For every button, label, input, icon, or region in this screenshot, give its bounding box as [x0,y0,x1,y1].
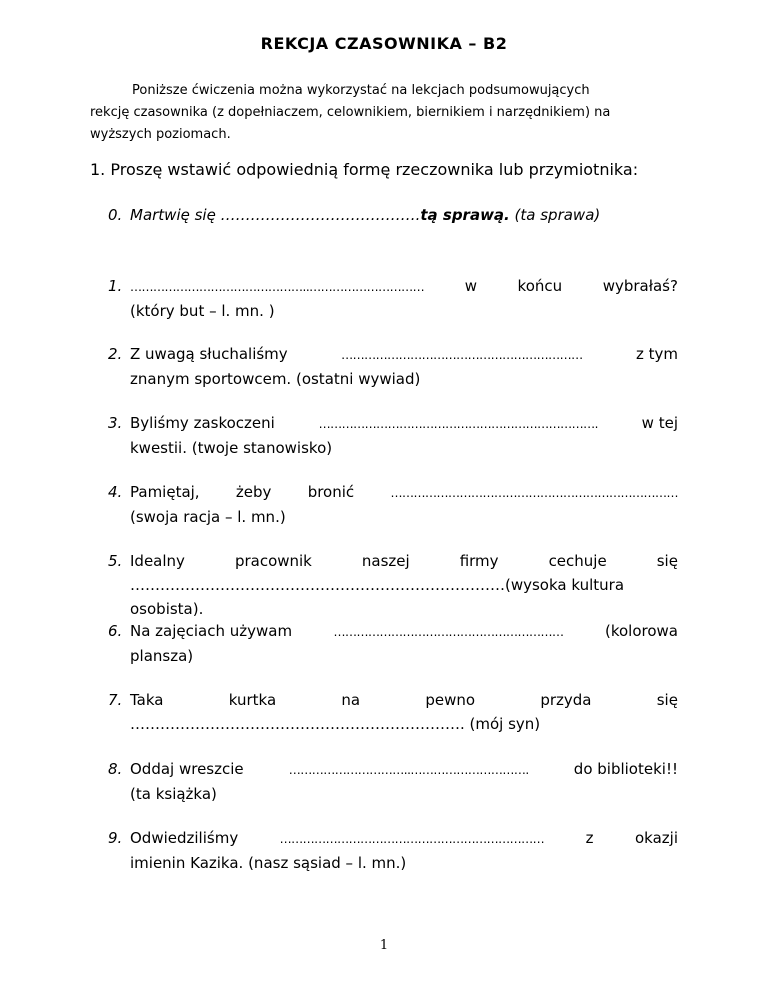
item-text: naszej [361,552,410,570]
item-number: 5. [108,552,123,570]
answer-blank[interactable]: ………………………………………..………………………… [130,280,425,294]
item-text: na [341,691,361,709]
item-text: (kolorowa [604,622,678,640]
item-text: cechuje [548,552,607,570]
item-text: przyda [540,691,592,709]
item-number: 0. [108,206,123,224]
item-text: pewno [425,691,476,709]
item-text: okazji [634,829,678,847]
answer-blank[interactable]: …………………………………………………… [333,625,564,639]
answer-blank[interactable]: ………………………………………………………………… [390,486,678,500]
item-hint: (który but – l. mn. ) [130,302,275,320]
item-text: Idealny [130,552,185,570]
item-text: się [656,552,678,570]
item-text: z [585,829,594,847]
item-text: do biblioteki!! [573,760,678,778]
item-text: w [464,277,477,295]
intro-line-3: wyższych poziomach. [90,127,231,142]
item-text: kurtka [228,691,277,709]
item-hint: (ta książka) [130,785,217,803]
item-text: z tym [635,345,678,363]
list-item [108,757,678,806]
intro-paragraph [90,80,675,146]
list-item [108,619,678,668]
example-item [108,203,678,227]
item-number: 4. [108,483,123,501]
answer-blank[interactable]: ………………………………………………………………. [318,417,598,431]
item-hint: (swoja racja – l. mn.) [130,508,286,526]
answer-blank[interactable]: ……………………………………………………… [341,348,583,362]
item-text: wybrałaś? [602,277,678,295]
list-item [108,549,678,621]
item-number: 6. [108,622,123,640]
item-text: bronić [307,483,355,501]
item-hint: kwestii. (twoje stanowisko) [130,439,333,457]
item-number: 3. [108,414,123,432]
list-item [108,342,678,391]
item-text: Odwiedziliśmy [130,829,239,847]
item-text: żeby [235,483,272,501]
item-number: 8. [108,760,123,778]
list-item [108,274,678,323]
item-text: pracownik [234,552,312,570]
answer-blank[interactable]: …………………………..…………………………. [288,763,529,777]
item-number: 7. [108,691,123,709]
answer-blank-with-hint[interactable]: …………………………………………………………. (mój syn) [130,715,541,733]
example-prompt: Martwię się …………………………………. [130,206,421,224]
list-item [108,411,678,460]
item-text: końcu [517,277,563,295]
item-text: firmy [459,552,499,570]
item-text: Byliśmy zaskoczeni [130,414,275,432]
answer-blank[interactable]: …………………………………………………………… [279,832,545,846]
task-heading: 1. Proszę wstawić odpowiednią formę rzeczownika lub przymiotnika: [90,160,639,179]
example-answer: tą sprawą. [420,206,510,224]
item-hint: imienin Kazika. (nasz sąsiad – l. mn.) [130,854,407,872]
item-text: Taka [130,691,164,709]
item-hint: znanym sportowcem. (ostatni wywiad) [130,370,421,388]
item-text: się [656,691,678,709]
list-item [108,480,678,529]
page-title: REKCJA CZASOWNIKA – B2 [260,34,508,53]
item-number: 1. [108,277,123,295]
item-text: w tej [641,414,678,432]
intro-line-2: rekcję czasownika (z dopełniaczem, celownikiem, biernikiem i narzędnikiem) na [90,105,611,120]
item-number: 2. [108,345,123,363]
example-hint: (ta sprawa) [514,206,601,224]
item-hint: plansza) [130,647,194,665]
intro-line-1: Poniższe ćwiczenia można wykorzystać na lekcjach podsumowujących [132,83,590,98]
answer-blank-with-hint[interactable]: …………………………………………………………………(wysoka kultura osobista). [130,576,625,618]
list-item [108,688,678,736]
item-text: Pamiętaj, [130,483,200,501]
page-number: 1 [379,938,389,953]
item-text: Oddaj wreszcie [130,760,244,778]
item-number: 9. [108,829,123,847]
item-text: Na zajęciach używam [130,622,293,640]
item-text: Z uwagą słuchaliśmy [130,345,288,363]
list-item [108,826,678,875]
